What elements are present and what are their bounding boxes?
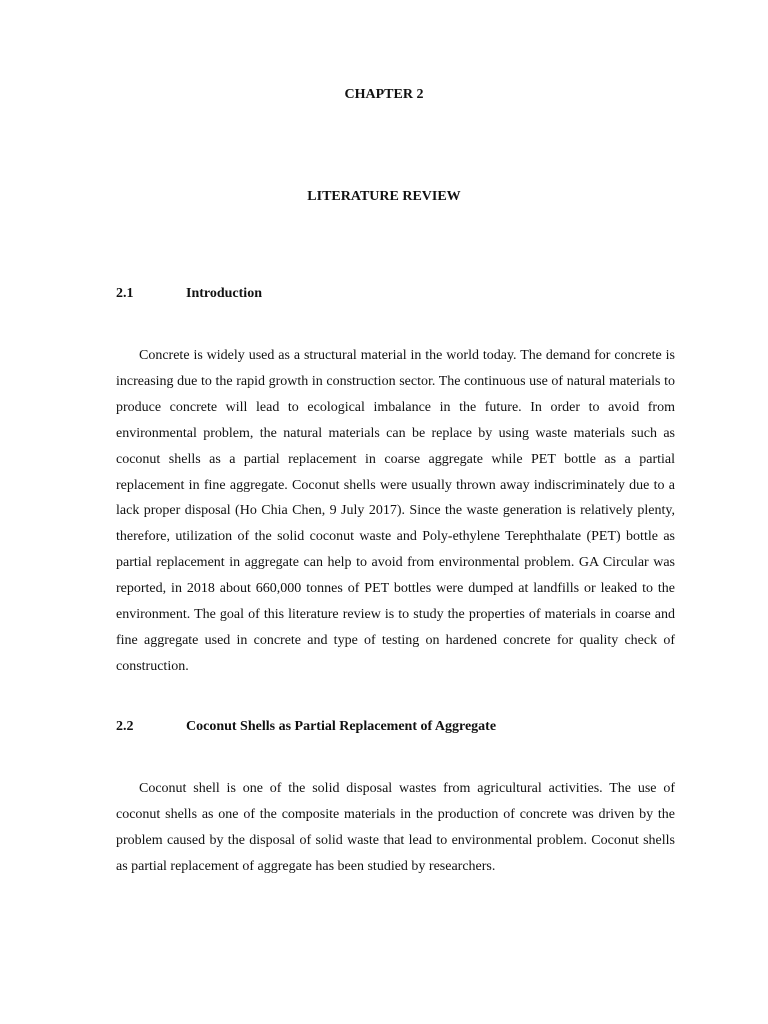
chapter-number: CHAPTER 2 [344,87,424,102]
section-heading-coconut-shells [116,719,496,735]
section-title: Introduction [186,286,262,301]
section-number: 2.1 [116,286,134,301]
chapter-title: LITERATURE REVIEW [307,189,461,204]
section-title: Coconut Shells as Partial Replacement of Aggregate [186,719,497,734]
section-number: 2.2 [116,719,134,734]
coconut-shells-paragraph: Coconut shell is one of the solid disposal wastes from agricultural activities. The use of coconut shells as one of the composite materials in the production of concrete was driven by the problem caused by the disposal of solid waste that lead to environmental problem. Coconut shells as partial replacement of aggregate has been studied by researchers. [116,781,675,874]
introduction-paragraph: Concrete is widely used as a structural material in the world today. The demand for concrete is increasing due to the rapid growth in construction sector. The continuous use of natural materials to produce concrete will lead to ecological imbalance in the future. In order to avoid from environmental problem, the natural materials can be replace by using waste materials such as coconut shells as a partial replacement in coarse aggregate while PET bottle as a partial replacement in fine aggregate. Coconut shells were usually thrown away indiscriminately due to a lack proper disposal (Ho Chia Chen, 9 July 2017). Since the waste generation is relatively plenty, therefore, utilization of the solid coconut waste and Poly-ethylene Terephthalate (PET) bottle as partial replacement in aggregate can help to avoid from environmental problem. GA Circular was reported, in 2018 about 660,000 tonnes of PET bottles were dumped at landfills or leaked to the environment. The goal of this literature review is to study the properties of materials in coarse and fine aggregate used in concrete and type of testing on hardened concrete for quality check of construction. [116,348,675,674]
section-heading-introduction [116,286,262,302]
